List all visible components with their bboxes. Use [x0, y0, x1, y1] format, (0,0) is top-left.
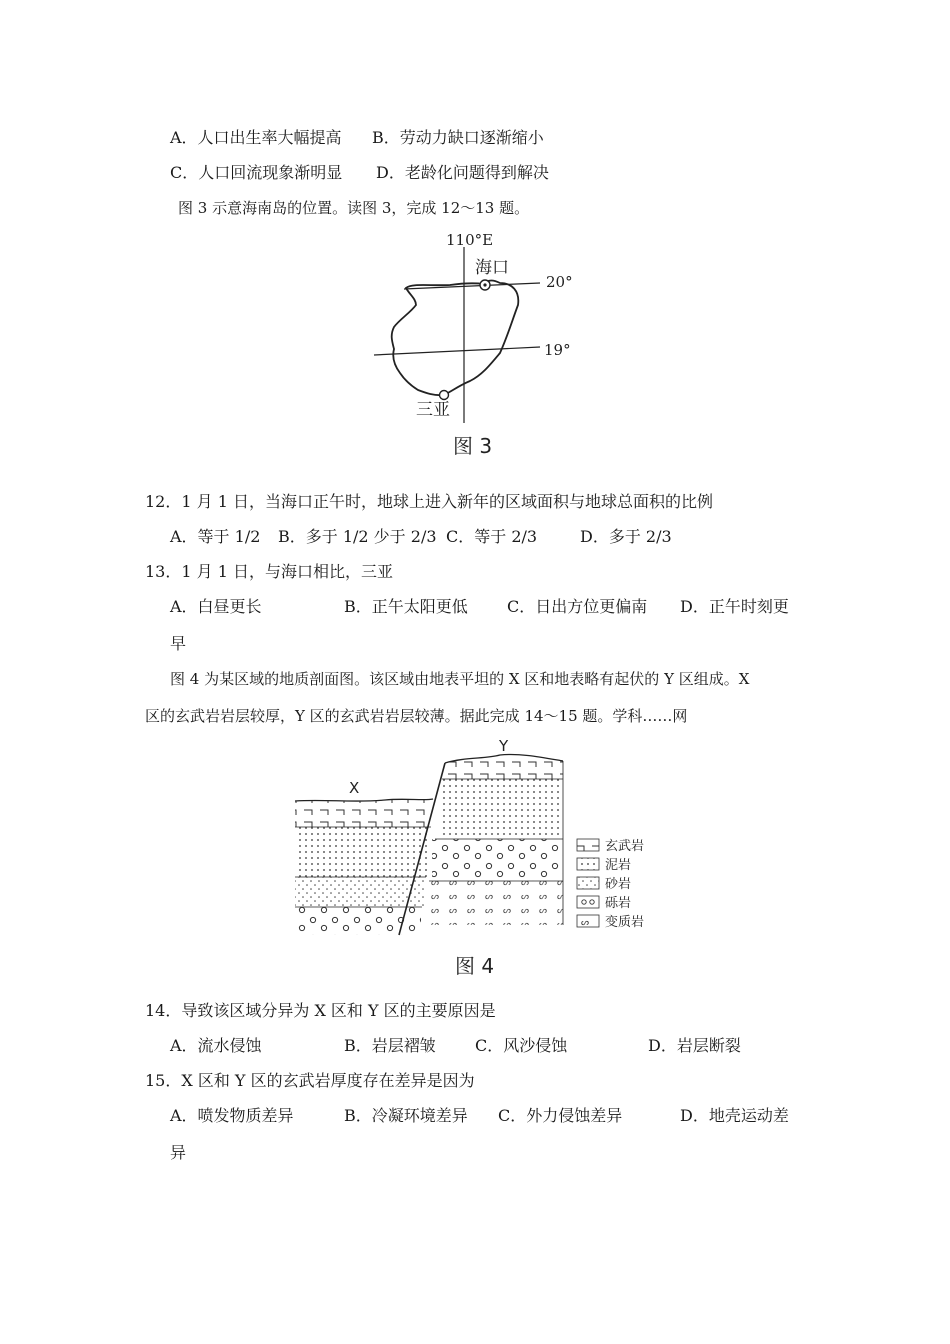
y-zone-label: Y [499, 737, 509, 755]
x-zone-label: X [349, 779, 360, 797]
figure-3-caption: 图 3 [453, 434, 493, 458]
figure-4-intro-line2: 区的玄武岩岩层较厚，Y 区的玄武岩岩层较薄。据此完成 14～15 题。学科……网 [145, 707, 688, 725]
q14-option-b: B．岩层褶皱 [344, 1036, 436, 1055]
latitude-20-label: 20° [546, 273, 573, 291]
q11-option-c: C．人口回流现象渐明显 [170, 163, 343, 182]
q13-option-a: A．白昼更长 [170, 597, 262, 616]
q15-option-a: A．喷发物质差异 [170, 1106, 294, 1125]
q12-option-a: A．等于 1/2 [170, 527, 261, 546]
legend-metamorphic-label: 变质岩 [605, 915, 645, 930]
q13-option-c: C．日出方位更偏南 [507, 597, 648, 616]
figure-4-cross-section [285, 735, 675, 945]
latitude-19-line [374, 347, 540, 355]
legend [577, 838, 644, 930]
q13-option-d-continued: 早 [170, 634, 187, 653]
q12-stem: 12．1 月 1 日，当海口正午时，地球上进入新年的区域面积与地球总面积的比例 [145, 492, 713, 511]
q12-option-c: C．等于 2/3 [446, 527, 538, 546]
q15-stem: 15．X 区和 Y 区的玄武岩厚度存在差异是因为 [145, 1071, 475, 1090]
hainan-island-outline [392, 281, 519, 396]
y-block [426, 754, 563, 925]
legend-basalt-swatch [577, 839, 599, 851]
legend-mudstone-label: 泥岩 [605, 858, 632, 873]
x-block [295, 799, 433, 935]
longitude-label: 110°E [446, 231, 494, 249]
q11-option-a: A．人口出生率大幅提高 [170, 128, 342, 147]
legend-sandstone-label: 砂岩 [605, 877, 632, 892]
q14-stem: 14．导致该区域分异为 X 区和 Y 区的主要原因是 [145, 1001, 496, 1020]
q14-option-c: C．风沙侵蚀 [475, 1036, 568, 1055]
q14-option-d: D．岩层断裂 [648, 1036, 741, 1055]
legend-sandstone-swatch [577, 877, 599, 889]
q13-stem: 13．1 月 1 日，与海口相比，三亚 [145, 562, 393, 581]
q12-option-d: D．多于 2/3 [580, 527, 672, 546]
sanya-city-marker [440, 391, 449, 400]
q15-option-c: C．外力侵蚀差异 [498, 1106, 623, 1125]
q13-option-b: B．正午太阳更低 [344, 597, 468, 616]
figure-3-map [360, 225, 600, 425]
q15-option-b: B．冷凝环境差异 [344, 1106, 468, 1125]
q14-option-a: A．流水侵蚀 [170, 1036, 262, 1055]
haikou-label: 海口 [475, 258, 509, 278]
legend-conglomerate-label: 砾岩 [605, 896, 632, 911]
q15-option-d-continued: 异 [170, 1143, 187, 1162]
figure-4-caption: 图 4 [455, 954, 495, 978]
q15-option-d: D．地壳运动差 [680, 1106, 789, 1125]
legend-basalt-label: 玄武岩 [605, 839, 645, 854]
q11-option-d: D．老龄化问题得到解决 [376, 163, 549, 182]
sanya-label: 三亚 [416, 400, 450, 420]
figure-3-intro: 图 3 示意海南岛的位置。读图 3，完成 12～13 题。 [178, 199, 530, 217]
q11-option-b: B．劳动力缺口逐渐缩小 [372, 128, 544, 147]
q12-option-b: B．多于 1/2 少于 2/3 [278, 527, 437, 546]
figure-4-intro-line1: 图 4 为某区域的地质剖面图。该区域由地表平坦的 X 区和地表略有起伏的 Y 区组成。X [170, 670, 750, 688]
q13-option-d: D．正午时刻更 [680, 597, 789, 616]
legend-mudstone-swatch [577, 858, 599, 870]
latitude-19-label: 19° [544, 341, 571, 359]
legend-conglomerate-swatch [577, 896, 599, 908]
svg-text:ᔕ: ᔕ [581, 918, 590, 928]
